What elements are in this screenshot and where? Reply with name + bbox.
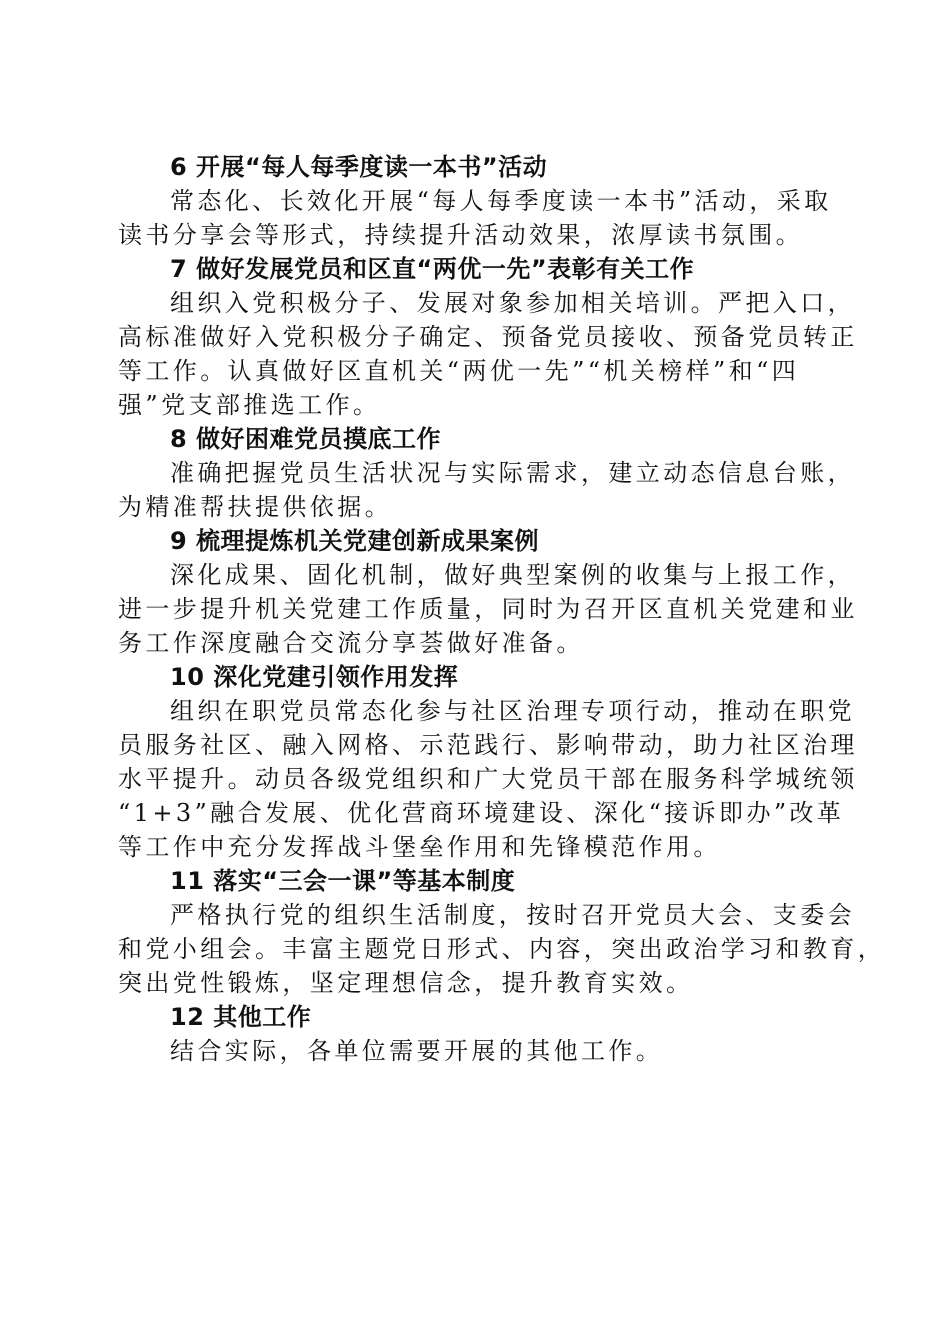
paragraph-line: 进一步提升机关党建工作质量，同时为召开区直机关党建和业: [118, 595, 858, 623]
paragraph-line: “1+3”融合发展、优化营商环境建设、深化“接诉即办”改革: [118, 799, 845, 827]
section-heading: 9 梳理提炼机关党建创新成果案例: [170, 527, 540, 555]
section-heading: 10 深化党建引领作用发挥: [170, 663, 459, 691]
section-6: [118, 150, 830, 252]
paragraph-line: 务工作深度融合交流分享荟做好准备。: [118, 629, 584, 657]
section-7: [118, 252, 858, 422]
document-body: [118, 150, 886, 1068]
paragraph-line: 高标准做好入党积极分子确定、预备党员接收、预备党员转正: [118, 323, 858, 351]
section-10: [118, 660, 858, 864]
section-heading: 11 落实“三会一课”等基本制度: [170, 867, 516, 895]
section-11: [118, 864, 886, 1000]
section-8: [118, 422, 855, 524]
paragraph-line: 员服务社区、融入网格、示范践行、影响带动，助力社区治理: [118, 731, 858, 759]
paragraph-line: 深化成果、固化机制，做好典型案例的收集与上报工作，: [170, 561, 855, 589]
paragraph-line: 组织入党积极分子、发展对象参加相关培训。严把入口，: [170, 289, 855, 317]
paragraph-line: 强”党支部推选工作。: [118, 391, 381, 419]
paragraph-line: 为精准帮扶提供依据。: [118, 493, 392, 521]
paragraph-line: 严格执行党的组织生活制度，按时召开党员大会、支委会: [170, 901, 855, 929]
paragraph-line: 和党小组会。丰富主题党日形式、内容，突出政治学习和教育，: [118, 935, 886, 963]
section-heading: 6 开展“每人每季度读一本书”活动: [170, 153, 548, 181]
section-heading: 8 做好困难党员摸底工作: [170, 425, 442, 453]
paragraph-line: 读书分享会等形式，持续提升活动效果，浓厚读书氛围。: [118, 221, 803, 249]
section-heading: 7 做好发展党员和区直“两优一先”表彰有关工作: [170, 255, 695, 283]
paragraph-line: 水平提升。动员各级党组织和广大党员干部在服务科学城统领: [118, 765, 858, 793]
section-12: [118, 1000, 830, 1068]
paragraph-line: 结合实际，各单位需要开展的其他工作。: [170, 1037, 664, 1065]
section-9: [118, 524, 858, 660]
paragraph-line: 等工作中充分发挥战斗堡垒作用和先锋模范作用。: [118, 833, 721, 861]
paragraph-line: 常态化、长效化开展“每人每季度读一本书”活动，采取: [170, 187, 832, 215]
section-heading: 12 其他工作: [170, 1003, 312, 1031]
paragraph-line: 突出党性锻炼，坚定理想信念，提升教育实效。: [118, 969, 694, 997]
paragraph-line: 准确把握党员生活状况与实际需求，建立动态信息台账，: [170, 459, 855, 487]
paragraph-line: 等工作。认真做好区直机关“两优一先”“机关榜样”和“四: [118, 357, 800, 385]
paragraph-line: 组织在职党员常态化参与社区治理专项行动，推动在职党: [170, 697, 855, 725]
